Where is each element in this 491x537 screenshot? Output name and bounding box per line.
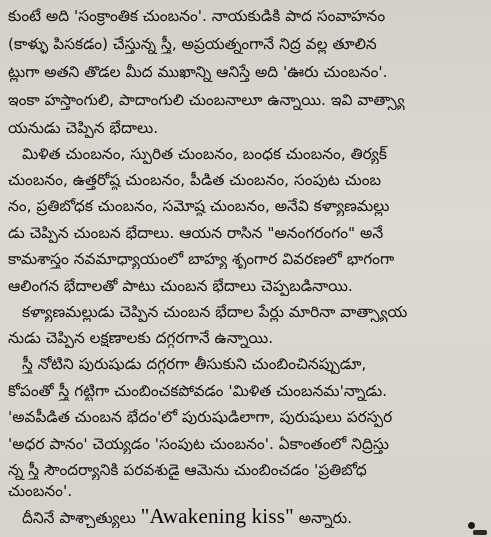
closing-prefix: దీనినే పాశ్చాత్యులు [22, 509, 136, 527]
text-line: ట్లుగా అతని తొడల మీద ముఖాన్ని ఆనిస్తే అది 'ఊరు చుంబనం'. [8, 63, 388, 81]
text-line: మిళిత చుంబనం, స్ఫురిత చుంబనం, బంధక చుంబనం, తిర్యక్ [22, 145, 387, 163]
text-line: చుంబనం'. [8, 482, 73, 500]
closing-line [22, 506, 486, 528]
text-line: ఇంకా హస్తాంగులి, పాదాంగులి చుంబనాలూ ఉన్నాయి. ఇవి వాత్స్యా [8, 91, 405, 109]
text-line: యనుడు చెప్పిన భేదాలు. [8, 119, 159, 137]
text-line: చుంబనం, ఉత్తరోష్ఠ చుంబనం, పీడిత చుంబనం, సంపుట చుంబ [8, 171, 382, 189]
text-line: డు చెప్పిన చుంబన భేదాలు. ఆయన రాసిన "అనంగరంగం" అనే [8, 224, 384, 242]
text-line: 'అవపీడిత చుంబన భేదం'లో పురుషుడిలాగా, పురుషులు పరస్పర [8, 408, 393, 426]
text-line: 'అధర పానం' చెయ్యడం 'సంపుట చుంబనం'. ఏకాంతంలో నిద్రిస్తు [8, 435, 389, 453]
text-line: న్న స్త్రీ సౌందర్యానికి పరవశుడై ఆమెను చుంబించడం 'ప్రతిబోధ [8, 461, 367, 479]
closing-suffix: అన్నారు. [298, 509, 353, 527]
text-line: (కాళ్ళు పిసకడం) చేస్తున్న స్త్రీ, అప్రయత్నంగానే నిద్ర వల్ల తూలిన [8, 35, 377, 53]
text-line: కామశాస్త్రం నవమాధ్యాయంలో బాహ్య శృంగార వివరణలో భాగంగా [8, 250, 395, 268]
text-line: కుంటే అది 'సంక్రాంతిక చుంబనం'. నాయకుడికి పాద సంవాహనం [8, 7, 386, 25]
corner-ink-mark [473, 530, 487, 535]
text-line: కోపంతో స్త్రీ గట్టిగా చుంబించకపోవడం 'మిళిత చుంబనమ'న్నాడు. [8, 382, 388, 400]
ink-speck [468, 522, 475, 529]
text-line: నం, ప్రతిబోధక చుంబనం, సమోష్ఠ చుంబనం, అనేవి కళ్యాణమల్లు [8, 197, 390, 215]
text-line: స్త్రీ నోటిని పురుషుడు దగ్గరగా తీసుకుని చుంబించినప్పుడూ, [22, 355, 367, 373]
text-line: కళ్యాణమల్లుడు చెప్పిన చుంబన భేదాల పేర్లు మారినా వాత్స్యాయ [22, 303, 408, 321]
text-line: నుడు చెప్పిన లక్షణాలకు దగ్గరగానే ఉన్నాయి. [8, 329, 274, 347]
text-line: ఆలింగన భేదాలతో పాటు చుంబన భేదాలు చెప్పబడినాయి. [8, 277, 353, 295]
awakening-kiss-phrase: "Awakening kiss" [140, 506, 294, 528]
